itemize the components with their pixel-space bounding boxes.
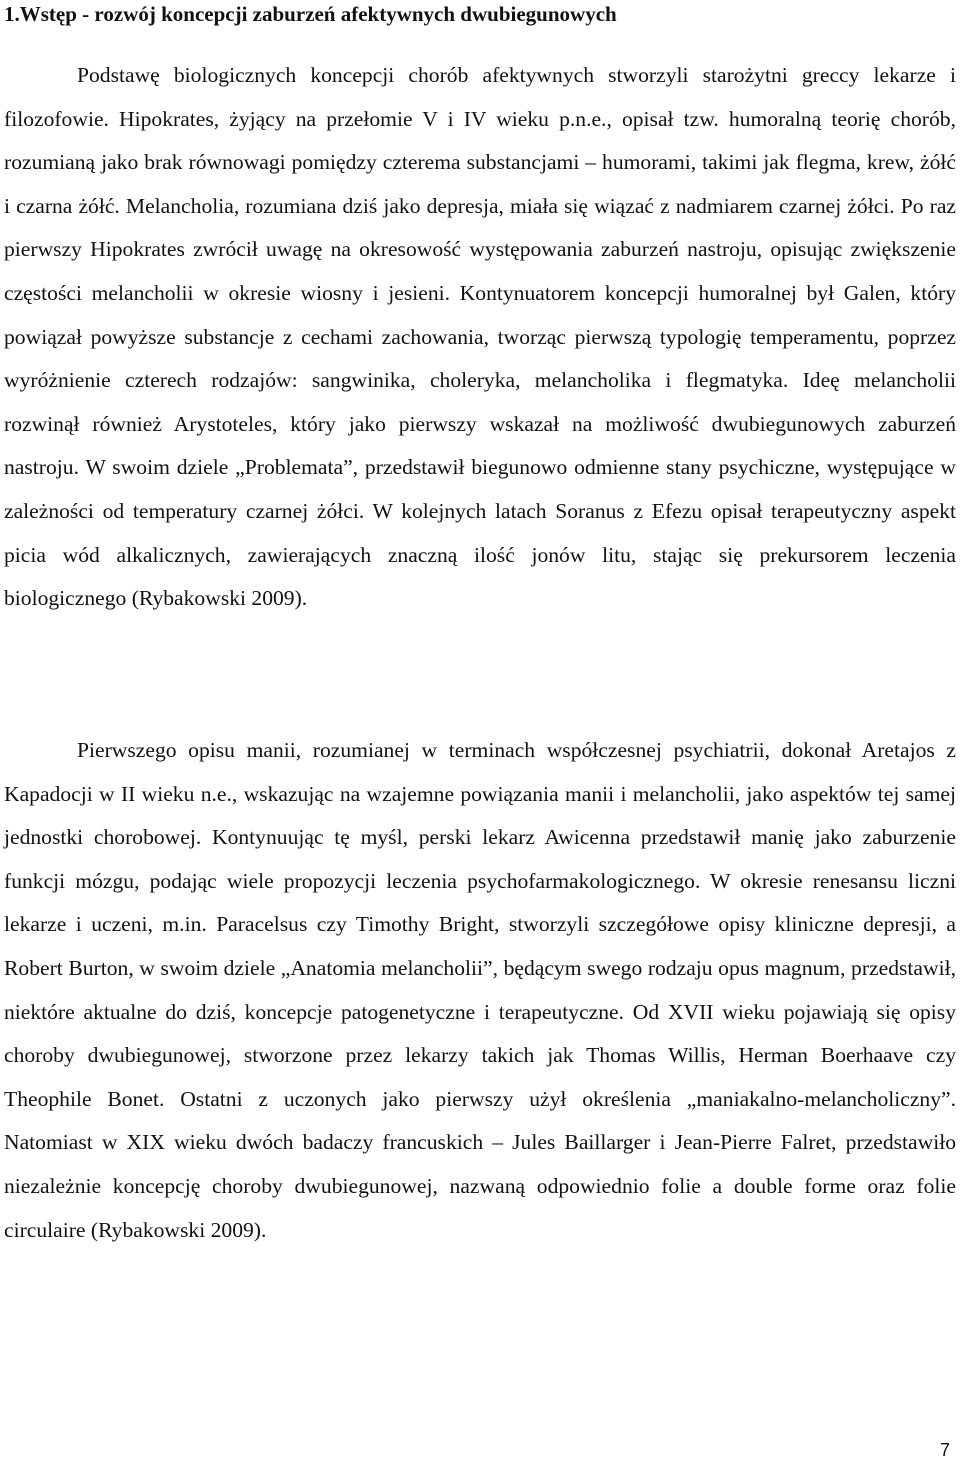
page-number: 7 xyxy=(939,1440,950,1460)
paragraph-2: Pierwszego opisu manii, rozumianej w terminach współczesnej psychiatrii, dokonał Aretajos z Kapadocji w II wieku n.e., wskazując na wzajemne powiązania manii i melancholii, jako aspektów tej samej jednostki chorobowej. Kontynuując tę myśl, perski lekarz Awicenna przedstawił manię jako zaburzenie funkcji mózgu, podając wiele propozycji leczenia psychofarmakologicznego. W okresie renesansu liczni lekarze i uczeni, m.in. Paracelsus czy Timothy Bright, stworzyli szczegółowe opisy kliniczne depresji, a Robert Burton, w swoim dziele „Anatomia melancholii”, będącym swego rodzaju opus magnum, przedstawił, niektóre aktualne do dziś, koncepcje patogenetyczne i terapeutyczne. Od XVII wieku pojawiają się opisy choroby dwubiegunowej, stworzone przez lekarzy takich jak Thomas Willis, Herman Boerhaave czy Theophile Bonet. Ostatni z uczonych jako pierwszy użył określenia „maniakalno-melancholiczny”. Natomiast w XIX wieku dwóch badaczy francuskich – Jules Baillarger i Jean-Pierre Falret, przedstawiło niezależnie koncepcję choroby dwubiegunowej, nazwaną odpowiednio folie a double forme oraz folie circulaire (Rybakowski 2009). xyxy=(4,738,956,1242)
section-heading: 1.Wstęp - rozwój koncepcji zaburzeń afektywnych dwubiegunowych xyxy=(4,2,617,26)
paragraph-1: Podstawę biologicznych koncepcji chorób afektywnych stworzyli starożytni greccy lekarze i filozofowie. Hipokrates, żyjący na przełomie V i IV wieku p.n.e., opisał tzw. humoralną teorię chorób, rozumianą jako brak równowagi pomiędzy czterema substancjami – humorami, takimi jak flegma, krew, żółć i czarna żółć. Melancholia, rozumiana dziś jako depresja, miała się wiązać z nadmiarem czarnej żółci. Po raz pierwszy Hipokrates zwrócił uwagę na okresowość występowania zaburzeń nastroju, opisując zwiększenie częstości melancholii w okresie wiosny i jesieni. Kontynuatorem koncepcji humoralnej był Galen, który powiązał powyższe substancje z cechami zachowania, tworząc pierwszą typologię temperamentu, poprzez wyróżnienie czterech rodzajów: sangwinika, choleryka, melancholika i flegmatyka. Ideę melancholii rozwinął również Arystoteles, który jako pierwszy wskazał na możliwość dwubiegunowych zaburzeń nastroju. W swoim dziele „Problemata”, przedstawił biegunowo odmienne stany psychiczne, występujące w zależności od temperatury czarnej żółci. W kolejnych latach Soranus z Efezu opisał terapeutyczny aspekt picia wód alkalicznych, zawierających znaczną ilość jonów litu, stając się prekursorem leczenia biologicznego (Rybakowski 2009). xyxy=(4,63,956,611)
